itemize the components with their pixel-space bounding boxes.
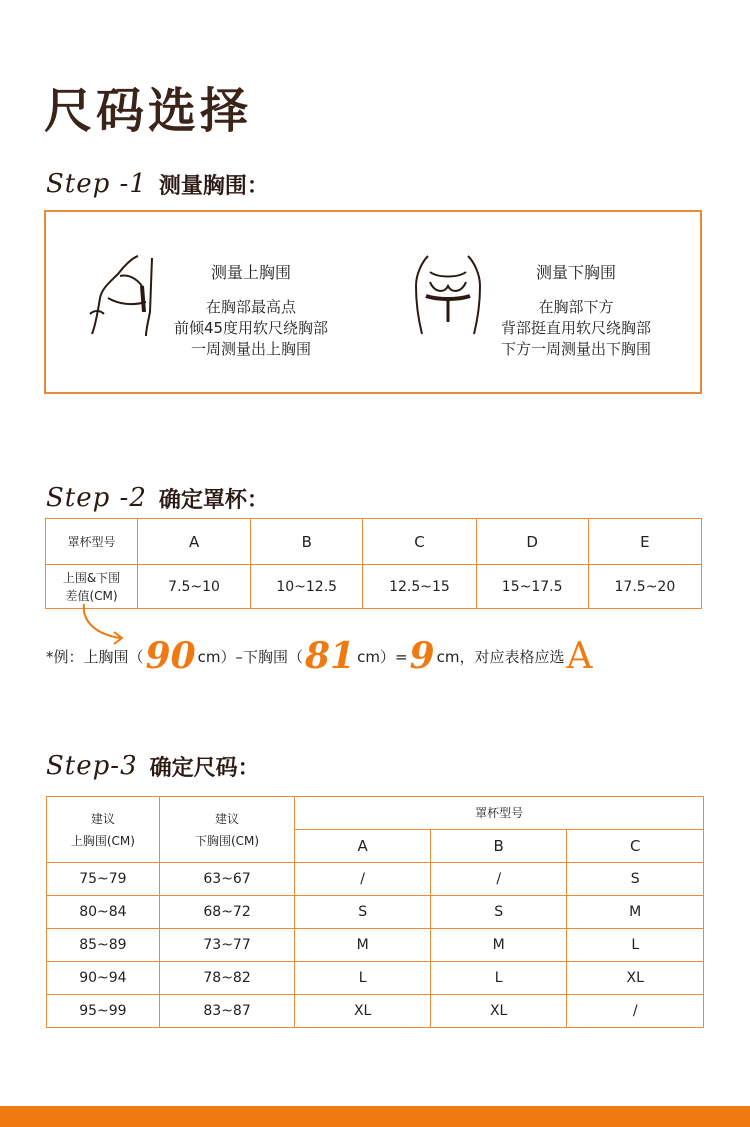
step1-tag: Step -1 [46,169,147,199]
row-lower: 73~77 [159,929,295,962]
cup-c: C [363,519,476,565]
row-size-b: S [430,896,567,929]
lower-bust-header [159,797,295,863]
measure-lower-heading: 测量下胸围 [535,263,616,282]
row-size-b: L [430,962,567,995]
row-size-c: XL [567,962,704,995]
cup-d: D [476,519,588,565]
row-size-a: M [295,929,431,962]
row-size-c: M [567,896,704,929]
step3-heading [46,746,260,786]
row-size-a: / [295,863,431,896]
upper-bust-header-line-2: 上胸围(CM) [70,833,135,848]
diff-a: 7.5~10 [138,565,251,609]
row-upper: 80~84 [47,896,160,929]
example-prefix: *例：上胸围（ [46,647,144,666]
example-lower-value: 81 [305,635,356,677]
step1-heading [46,164,269,204]
table-row [47,962,704,995]
row-size-a: S [295,896,431,929]
row-size-c: / [567,995,704,1028]
row-size-c: S [567,863,704,896]
measure-lower-line-1: 在胸部下方 [538,298,614,316]
table-row [47,929,704,962]
example-result: A [566,635,593,677]
measure-lower-line-2: 背部挺直用软尺绕胸部 [500,319,651,337]
page-title: 尺码选择 [44,83,253,139]
example-upper-value: 90 [145,635,196,677]
size-cup-a: A [295,830,431,863]
measure-upper-line-3: 一周测量出上胸围 [190,340,311,358]
diff-b: 10~12.5 [251,565,363,609]
cup-type-header: 罩杯型号 [46,519,138,565]
example-mid-1: cm）–下胸围（ [197,647,303,666]
step3-label: 确定尺码： [149,755,260,781]
bottom-accent-bar [0,1106,750,1127]
row-upper: 85~89 [47,929,160,962]
step2-label: 确定罩杯： [158,487,269,513]
row-upper: 75~79 [47,863,160,896]
example-mid-2: cm）= [357,647,408,666]
measure-upper-line-1: 在胸部最高点 [205,298,296,316]
step1-label: 测量胸围： [158,173,269,199]
measure-upper-text [156,262,346,360]
upper-bust-header [47,797,160,863]
measure-lower-text [476,262,676,360]
table-row [47,995,704,1028]
diff-header-line-1: 上围&下围 [62,570,121,585]
cup-table [45,518,702,609]
diff-c: 12.5~15 [363,565,476,609]
cup-table-row-diffs [46,565,702,609]
diff-d: 15~17.5 [476,565,588,609]
row-size-b: / [430,863,567,896]
size-cup-b: B [430,830,567,863]
step2-tag: Step -2 [46,483,147,513]
example-diff-value: 9 [409,635,435,677]
cup-a: A [138,519,251,565]
example-line [46,636,594,676]
measure-box [44,210,702,394]
example-mid-3: cm，对应表格应选 [436,647,565,666]
row-upper: 90~94 [47,962,160,995]
cup-type-header-3: 罩杯型号 [295,797,704,830]
measure-upper-line-2: 前倾45度用软尺绕胸部 [173,319,329,337]
upper-bust-header-line-1: 建议 [90,811,115,826]
lower-bust-header-line-1: 建议 [215,811,240,826]
cup-e: E [588,519,701,565]
row-size-b: M [430,929,567,962]
size-cup-c: C [567,830,704,863]
lower-bust-header-line-2: 下胸围(CM) [195,833,260,848]
row-size-a: L [295,962,431,995]
table-row [47,896,704,929]
size-table-header-row-1 [47,797,704,830]
cup-b: B [251,519,363,565]
row-lower: 68~72 [159,896,295,929]
measure-upper-heading: 测量上胸围 [210,263,291,282]
table-row [47,863,704,896]
step3-tag: Step-3 [46,751,138,781]
measure-upper-figure-icon [80,252,160,338]
row-lower: 83~87 [159,995,295,1028]
cup-table-row-cups [46,519,702,565]
diff-e: 17.5~20 [588,565,701,609]
measure-lower-line-3: 下方一周测量出下胸围 [500,340,651,358]
row-lower: 78~82 [159,962,295,995]
row-size-a: XL [295,995,431,1028]
row-lower: 63~67 [159,863,295,896]
size-table [46,796,704,1028]
step2-heading [46,478,269,518]
row-upper: 95~99 [47,995,160,1028]
row-size-b: XL [430,995,567,1028]
diff-header-line-2: 差值(CM) [65,588,118,603]
row-size-c: L [567,929,704,962]
